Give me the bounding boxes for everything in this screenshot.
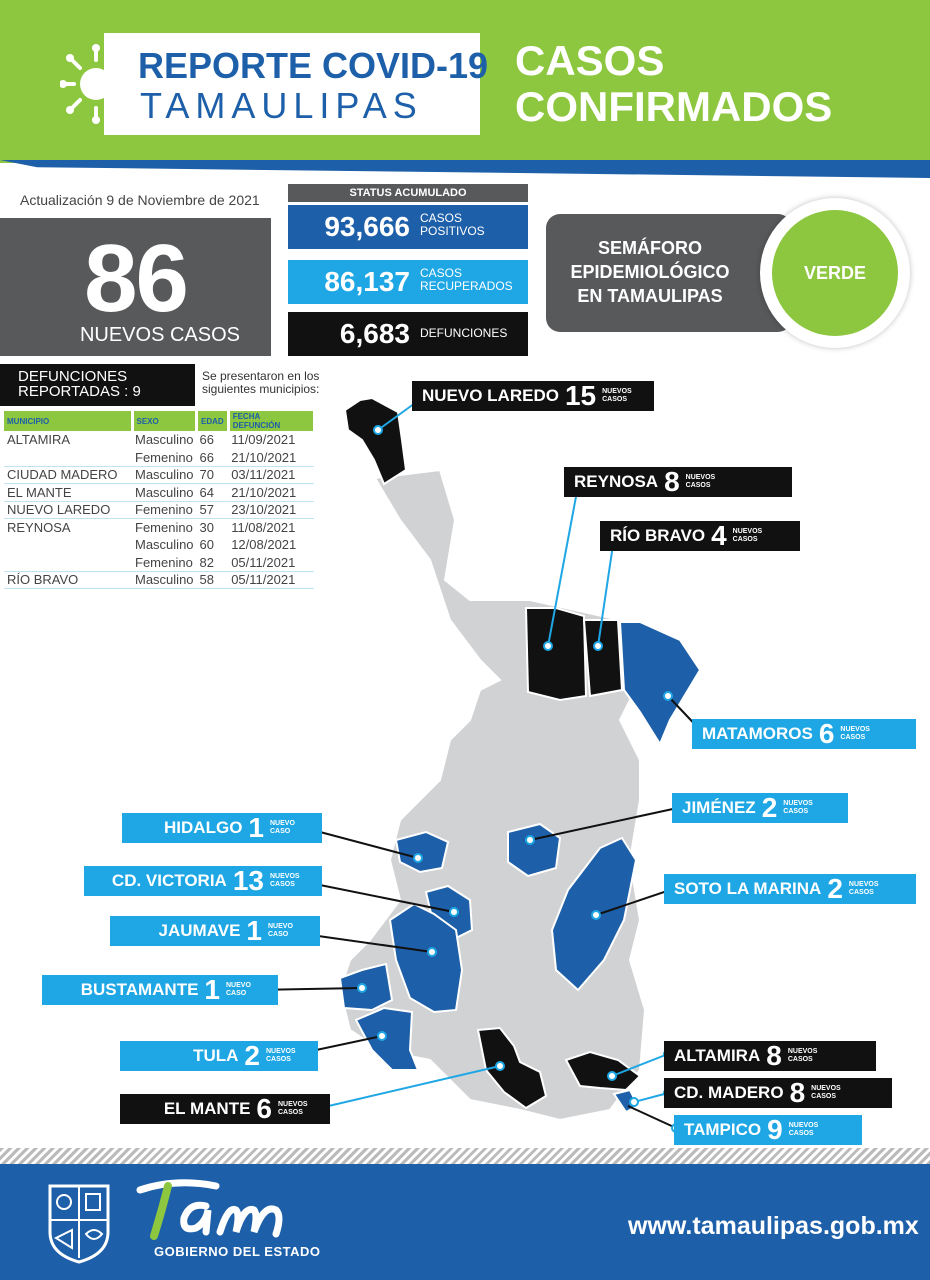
label-unit: NUEVOS CASOS xyxy=(732,528,763,543)
cell-edad: 57 xyxy=(197,501,229,519)
cell-sexo: Masculino xyxy=(132,484,197,502)
label-unit: NUEVOS CASOS xyxy=(685,474,716,489)
label-soto-la-marina xyxy=(664,874,916,904)
cell-edad: 60 xyxy=(199,537,214,553)
label-count: 6 xyxy=(256,1093,272,1124)
cell-municipio: REYNOSA xyxy=(7,520,71,535)
label-bustamante xyxy=(42,975,278,1005)
status-heading: STATUS ACUMULADO xyxy=(288,184,528,202)
region-jimenez xyxy=(508,824,560,876)
label-count: 9 xyxy=(767,1114,783,1145)
stat-defunciones-label: DEFUNCIONES xyxy=(420,326,508,340)
cell-sexo: Femenino xyxy=(132,501,197,519)
cell-sexo: Masculino xyxy=(135,537,194,553)
label-unit: NUEVOS CASOS xyxy=(811,1085,841,1100)
label-name: HIDALGO xyxy=(164,818,243,837)
label-jaumave xyxy=(110,916,320,946)
label-count: 1 xyxy=(248,812,264,843)
stat-positivos-value: 93,666 xyxy=(324,211,410,242)
cell-fecha: 23/10/2021 xyxy=(228,501,314,519)
stat-positivos-label: CASOS POSITIVOS xyxy=(420,211,485,238)
cell-edad: 30 xyxy=(199,520,214,535)
cell-fecha: 05/11/2021 xyxy=(228,571,314,589)
label-nuevo-laredo xyxy=(412,381,654,411)
region-reynosa xyxy=(526,608,586,700)
region-nuevo-laredo xyxy=(345,398,406,484)
cell-sexo: Femenino xyxy=(132,449,197,467)
cell-fecha: 21/10/2021 xyxy=(228,449,314,467)
report-title: REPORTE COVID-19 xyxy=(138,45,489,86)
label-matamoros xyxy=(692,719,916,749)
col-sexo: SEXO xyxy=(132,411,197,431)
semaforo-label: SEMÁFORO EPIDEMIOLÓGICO EN TAMAULIPAS xyxy=(570,238,730,306)
stat-defunciones-value: 6,683 xyxy=(339,318,410,349)
cell-fecha: 03/11/2021 xyxy=(228,466,314,484)
label-count: 2 xyxy=(827,873,843,904)
gobierno-text: GOBIERNO DEL ESTADO xyxy=(154,1244,321,1259)
label-reynosa xyxy=(564,467,792,497)
cell-fecha: 11/08/2021 xyxy=(231,520,296,535)
col-edad: EDAD xyxy=(197,411,229,431)
label-name: TAMPICO xyxy=(684,1120,762,1139)
label-unit: NUEVOS CASOS xyxy=(783,800,813,815)
region-matamoros xyxy=(620,622,700,744)
label-name: RÍO BRAVO xyxy=(610,526,706,545)
label-name: BUSTAMANTE xyxy=(80,980,199,999)
new-cases-label: NUEVOS CASOS xyxy=(79,324,240,346)
label-count: 2 xyxy=(761,792,778,823)
website-link[interactable]: www.tamaulipas.gob.mx xyxy=(628,1212,919,1240)
cell-edad: 58 xyxy=(197,571,229,589)
deaths-count: REPORTADAS : 9 xyxy=(18,383,141,400)
cell-municipio: NUEVO LAREDO xyxy=(4,501,132,519)
cell-municipio: ALTAMIRA xyxy=(7,432,71,448)
footer-stripe xyxy=(0,1148,930,1164)
cell-municipio: EL MANTE xyxy=(4,484,132,502)
label-unit: NUEVOS CASOS xyxy=(270,873,300,888)
label-name: ALTAMIRA xyxy=(674,1046,761,1065)
cell-sexo: Masculino xyxy=(135,432,194,448)
region-rio-bravo xyxy=(584,620,622,696)
cell-edad: 70 xyxy=(197,466,229,484)
label-tampico xyxy=(674,1115,862,1145)
label-altamira xyxy=(664,1041,876,1071)
cell-sexo: Femenino xyxy=(132,554,197,572)
label-unit: NUEVO CASO xyxy=(270,820,295,835)
report-subtitle: TAMAULIPAS xyxy=(140,85,423,126)
label-unit: NUEVOS CASOS xyxy=(278,1101,308,1116)
cell-sexo: Masculino xyxy=(132,571,197,589)
label-unit: NUEVOS CASOS xyxy=(848,881,879,896)
cell-sexo: Femenino xyxy=(135,520,193,535)
update-date: Actualización 9 de Noviembre de 2021 xyxy=(20,192,260,208)
label-count: 1 xyxy=(246,915,262,946)
col-municipio: MUNICIPIO xyxy=(4,411,132,431)
footer xyxy=(0,1164,930,1280)
new-cases-number: 86 xyxy=(84,225,187,332)
label-count: 8 xyxy=(664,466,680,497)
label-count: 1 xyxy=(204,974,220,1005)
cell-edad: 66 xyxy=(197,449,229,467)
cell-fecha: 11/09/2021 xyxy=(231,432,296,448)
label-unit: NUEVO CASO xyxy=(226,982,251,997)
cell-sexo: Masculino xyxy=(132,466,197,484)
deaths-title: DEFUNCIONES xyxy=(18,368,128,385)
label-cd-victoria xyxy=(84,866,322,896)
cell-fecha: 05/11/2021 xyxy=(228,554,314,572)
label-count: 13 xyxy=(232,865,264,896)
label-name: SOTO LA MARINA xyxy=(674,879,822,898)
label-unit: NUEVOS CASOS xyxy=(788,1122,819,1137)
cell-municipio: CIUDAD MADERO xyxy=(4,466,132,484)
label-unit: NUEVOS CASOS xyxy=(602,388,632,403)
label-count: 8 xyxy=(766,1040,782,1071)
col-fecha: FECHA DEFUNCIÓN xyxy=(228,411,314,431)
label-rio-bravo xyxy=(600,521,800,551)
label-unit: NUEVO CASO xyxy=(268,923,293,938)
label-name: CD. VICTORIA xyxy=(111,871,227,890)
semaforo-value: VERDE xyxy=(803,263,866,283)
cell-fecha: 21/10/2021 xyxy=(228,484,314,502)
label-name: JAUMAVE xyxy=(158,921,241,940)
label-unit: NUEVOS CASOS xyxy=(266,1048,296,1063)
cell-fecha: 12/08/2021 xyxy=(231,537,297,553)
label-name: MATAMOROS xyxy=(702,724,813,743)
label-count: 8 xyxy=(789,1077,806,1108)
label-tula xyxy=(120,1041,318,1071)
label-hidalgo xyxy=(122,813,322,843)
label-count: 4 xyxy=(711,520,727,551)
label-name: REYNOSA xyxy=(574,472,659,491)
cell-edad: 64 xyxy=(197,484,229,502)
label-el-mante xyxy=(120,1094,330,1124)
label-unit: NUEVOS CASOS xyxy=(840,726,870,741)
stat-recuperados-value: 86,137 xyxy=(324,266,410,297)
label-count: 2 xyxy=(244,1040,260,1071)
label-name: NUEVO LAREDO xyxy=(422,386,559,405)
label-unit: NUEVOS CASOS xyxy=(787,1048,818,1063)
cell-edad: 66 xyxy=(199,432,214,448)
label-name: JIMÉNEZ xyxy=(682,798,756,817)
section-title: CASOS CONFIRMADOS xyxy=(515,37,833,130)
label-name: EL MANTE xyxy=(163,1099,251,1118)
tam-logo-icon xyxy=(136,1176,306,1240)
deaths-note: Se presentaron en los siguientes municipios: xyxy=(202,369,320,396)
label-name: TULA xyxy=(193,1046,239,1065)
cell-edad: 82 xyxy=(197,554,229,572)
stat-recuperados-label: CASOS RECUPERADOS xyxy=(420,266,513,293)
label-count: 6 xyxy=(818,718,835,749)
label-name: CD. MADERO xyxy=(674,1083,784,1102)
cell-municipio: RÍO BRAVO xyxy=(4,571,132,589)
coat-of-arms-icon xyxy=(44,1178,114,1264)
label-count: 15 xyxy=(564,380,597,411)
label-jimenez xyxy=(672,793,848,823)
label-cd-madero xyxy=(664,1078,892,1108)
